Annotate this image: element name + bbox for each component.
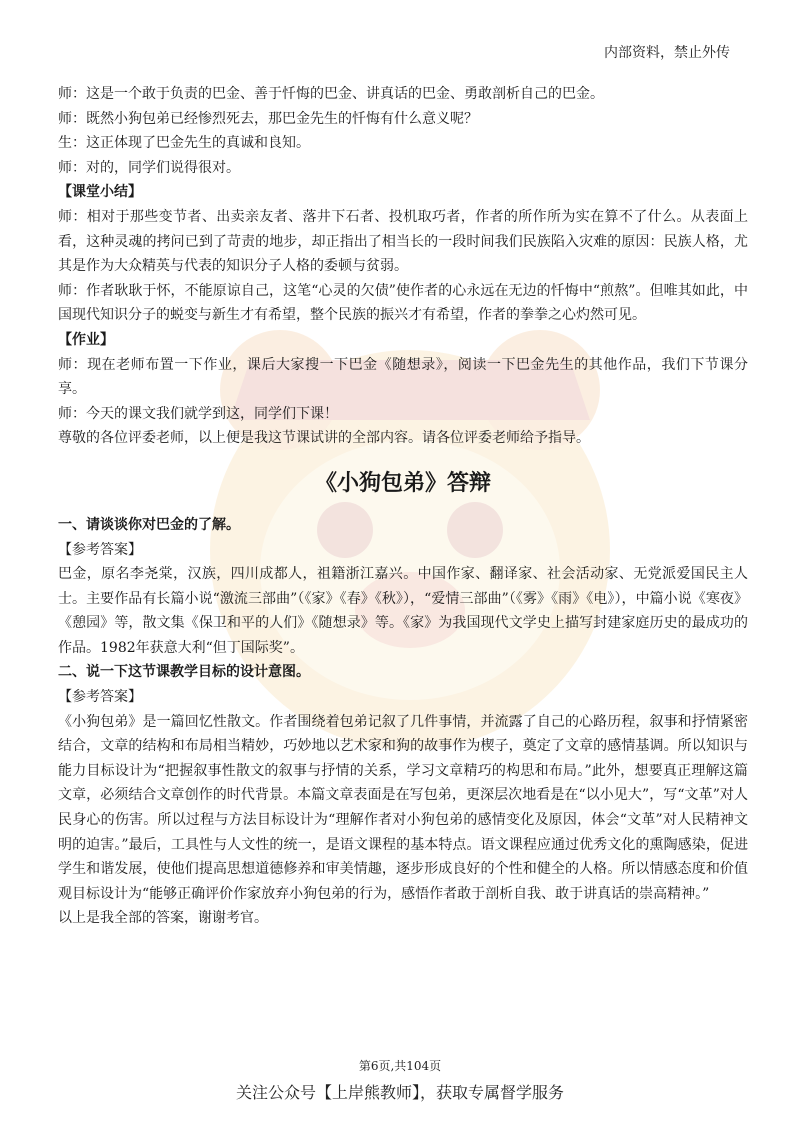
confidential-notice: 内部资料，禁止外传: [604, 45, 730, 61]
closing-line: 以上是我全部的答案，谢谢考官。: [58, 910, 268, 927]
homework-line: 师：今天的课文我们就学到这，同学们下课！: [58, 405, 338, 422]
answer-1: 巴金，原名李尧棠，汉族，四川成都人，祖籍浙江嘉兴。中国作家、翻译家、社会活动家、无党派爱国民主人士。主要作品有长篇小说“激流三部曲”（《家》《春》《秋》），“爱情三部曲”（《雾》《雨》《电》），中篇小说《寒夜》《憩园》等，散文集《保卫和平的人们》《随想录》等。《家》为我国现代文学史上描写封建家庭历史的最成功的作品。1982年获意大利“但丁国际奖”。: [58, 566, 748, 656]
dialogue-line: 师：既然小狗包弟已经惨烈死去，那巴金先生的忏悔有什么意义呢？: [58, 110, 478, 127]
answer-2: 《小狗包弟》是一篇回忆性散文。作者围绕着包弟记叙了几件事情，并流露了自己的心路历程，叙事和抒情紧密结合，文章的结构和布局相当精妙，巧妙地以艺术家和狗的故事作为楔子，奠定了文章的感情基调。所以知识与能力目标设计为“把握叙事性散文的叙事与抒情的关系，学习文章精巧的构思和布局。”此外，想要真正理解这篇文章，必须结合文章创作的时代背景。本篇文章表面是在写包弟，更深层次地看是在“以小见大”，写“文革”对人民身心的伤害。所以过程与方法目标设计为“理解作者对小狗包弟的感情变化及原因，体会“文革”对人民精神文明的迫害。”最后，工具性与人文性的统一，是语文课程的基本特点。语文课程应通过优秀文化的熏陶感染，促进学生和谐发展，使他们提高思想道德修养和审美情趣，逐步形成良好的个性和健全的人格。所以情感态度和价值观目标设计为“能够正确评价作家放弃小狗包弟的行为，感悟作者敢于剖析自我、敢于讲真话的崇高精神。”: [58, 713, 748, 902]
dialogue-line: 师：这是一个敢于负责的巴金、善于忏悔的巴金、讲真话的巴金、勇敢剖析自己的巴金。: [58, 86, 604, 102]
answer-label-2: 【参考答案】: [58, 689, 142, 706]
document-body: [58, 82, 748, 931]
question-1: 一、请谈谈你对巴金的了解。: [58, 516, 240, 533]
summary-heading: 【课堂小结】: [58, 184, 142, 201]
dialogue-line: 生：这正体现了巴金先生的真诚和良知。: [58, 135, 310, 152]
summary-paragraph: 师：作者耿耿于怀，不能原谅自己，这笔“心灵的欠债”使作者的心永远在无边的忏悔中“煎熬”。但唯其如此，中国现代知识分子的蜕变与新生才有希望，整个民族的振兴才有希望，作者的拳拳之心灼然可见。: [58, 282, 748, 324]
summary-paragraph: 师：相对于那些变节者、出卖亲友者、落井下石者、投机取巧者，作者的所作所为实在算不了什么。从表面上看，这种灵魂的拷问已到了苛责的地步，却正指出了相当长的一段时间我们民族陷入灾难的原因：民族人格，尤其是作为大众精英与代表的知识分子人格的委顿与贫弱。: [58, 208, 748, 275]
question-2: 二、说一下这节课教学目标的设计意图。: [58, 664, 310, 681]
defense-title: 《小狗包弟》答辩: [314, 469, 491, 496]
answer-label-1: 【参考答案】: [58, 541, 142, 558]
footer-promo: 关注公众号【上岸熊教师】，获取专属督学服务: [235, 1083, 564, 1102]
homework-line: 师：现在老师布置一下作业，课后大家搜一下巴金《随想录》，阅读一下巴金先生的其他作品，我们下节课分享。: [58, 356, 748, 398]
homework-line: 尊敬的各位评委老师，以上便是我这节课试讲的全部内容。请各位评委老师给予指导。: [58, 430, 590, 447]
page-number: 第6页,共104页: [358, 1059, 442, 1073]
dialogue-line: 师：对的，同学们说得很对。: [58, 159, 240, 176]
homework-heading: 【作业】: [58, 331, 114, 348]
